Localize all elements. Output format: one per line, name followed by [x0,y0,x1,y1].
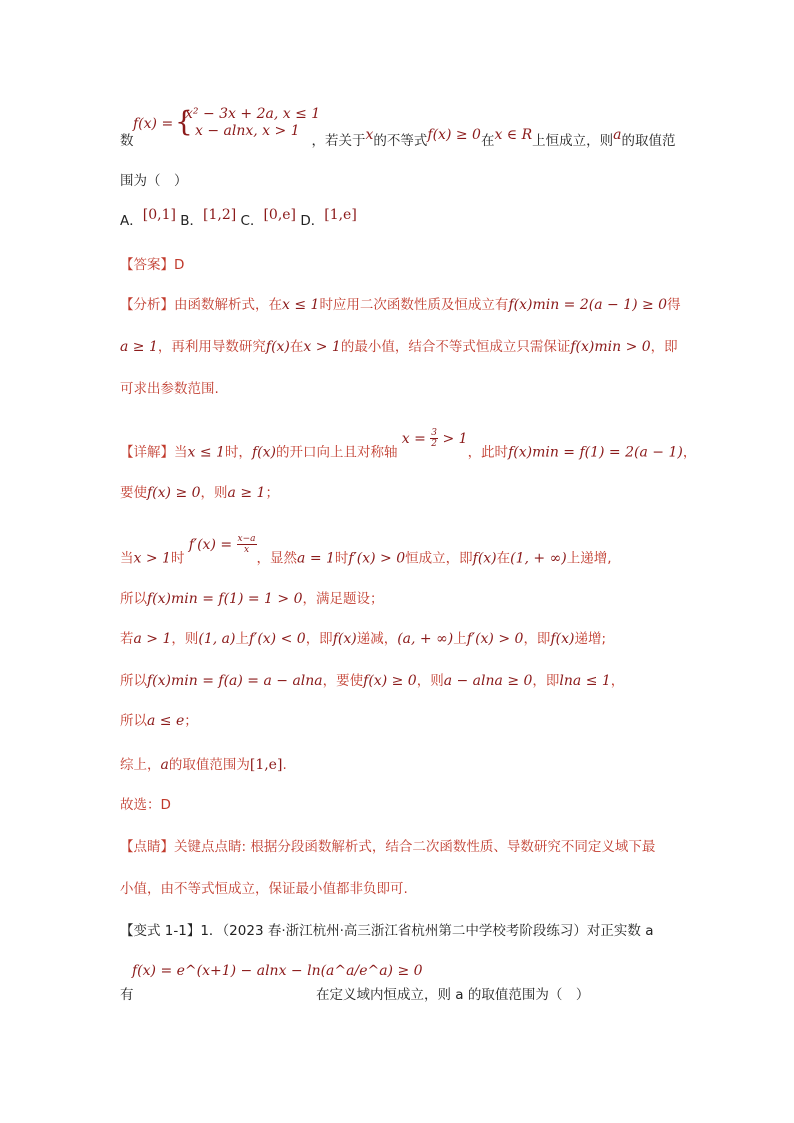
math: a − alna ≥ 0 [443,673,533,689]
analysis-tag: 【分析】 [120,297,174,313]
math: lna ≤ 1 [559,673,611,689]
answer-value: D [174,257,185,273]
detail-line-6 [120,672,624,690]
function-lhs: f(x) = [133,116,174,132]
math: f′(x) = [188,536,237,553]
detail-line-2 [120,484,279,502]
math: f′(x) > 0 [466,631,524,647]
math: x ≤ 1 [282,297,320,313]
answer-line [120,256,184,274]
case-1: x² − 3x + 2a, x ≤ 1 [185,106,321,122]
text: 在 [496,550,511,567]
answer-tag: 【答案】 [120,257,174,273]
text: ， [610,673,625,689]
math: f(x) [265,339,290,355]
math: f(x) [251,444,276,461]
text: 递增; [574,631,607,647]
math: a ≥ 1 [227,485,266,501]
derivative-equation [188,534,257,555]
text: 恒成立，即 [405,550,473,567]
text: 当 [120,550,134,567]
math: x > 1 [303,339,341,355]
math: a ≥ 1 [120,339,158,355]
option-d-value: [1,e] [324,207,357,223]
math: f(x) ≥ 0 [147,485,201,501]
text: 时应用二次函数性质及恒成立有 [319,297,509,313]
text: ，则 [416,673,444,689]
text: ，满足题设； [302,591,384,607]
numerator: 3 [431,428,438,438]
text: 时 [334,550,349,567]
option-d-label: D． [300,213,325,229]
math: a ≤ e [147,713,185,729]
math: f(x) ≥ 0 [427,127,481,143]
analysis-line-1 [120,296,681,314]
text: 时 [170,550,185,567]
text: 递减， [356,631,398,647]
math: x ≤ 1 [187,444,225,461]
text: ，即 [532,673,560,689]
variant-line-1: 【变式 1-1】1．（2023 春·浙江杭州·高三浙江省杭州第二中学校考阶段练习）对正实数 a [120,923,654,939]
math: x ∈ R [494,127,533,143]
text: ，则 [171,631,199,647]
problem-line-2: 围为（ ） [120,173,188,189]
text: 得 [667,297,681,313]
fraction [430,428,438,449]
math: f(x) [550,631,575,647]
text: 的不等式 [373,133,428,149]
detail-line-7 [120,712,198,730]
text: 的取值范围为 [168,757,250,773]
text: 若 [120,631,134,647]
variant-line-2 [120,963,590,1004]
math: (1, a) [198,631,236,647]
option-c-value: [0,e] [263,207,297,223]
text: 关键点点睛: 根据分段函数解析式，结合二次函数性质、导数研究不同定义域下最 [174,839,656,855]
math: [1,e] [249,757,283,773]
text: 由函数解析式，在 [174,297,282,313]
text: ，若关于 [311,133,366,149]
text: 在定义域内恒成立，则 a 的取值范围为（ ） [316,987,590,1003]
text: ， [682,444,697,461]
math: f′(x) < 0 [248,631,306,647]
option-b-value: [1,2] [203,207,237,223]
denominator: x [244,545,250,555]
comment-tag: 【点睛】 [120,839,174,855]
axis-equation [401,428,468,449]
text: 的最小值，结合不等式恒成立只需保证 [340,339,571,355]
option-a-value: [0,1] [142,207,176,223]
text: . [282,757,287,773]
text: 上递增, [566,550,612,567]
math: > 1 [438,430,468,447]
text: 要使 [120,485,147,501]
math: a [613,127,622,143]
math: x > 1 [133,550,171,567]
text: ； [265,485,279,501]
numerator: x−a [237,534,256,544]
detail-line-3 [120,534,612,569]
math: x = [401,430,431,447]
text: 上 [453,631,467,647]
math: (a, + ∞) [397,631,454,647]
text: ，再利用导数研究 [157,339,266,355]
analysis-line-3: 可求出参数范围. [120,381,219,397]
math: f(x)min = f(1) = 2(a − 1) [508,444,683,461]
detail-line-5 [120,630,606,648]
math: f(x) ≥ 0 [363,673,417,689]
case-2: x − alnx, x > 1 [195,123,300,139]
math: f(x)min > 0 [570,339,651,355]
text: ，此时 [467,444,509,461]
detail-line-1 [120,428,697,463]
math: f(x) [472,550,497,567]
text: ，即 [650,339,678,355]
math: f(x)min = f(1) = 1 > 0 [147,591,303,607]
math: f(x)min = f(a) = a − alna [147,673,323,689]
text: 综上， [120,757,161,773]
text: 所以 [120,713,147,729]
detail-line-8 [120,756,287,774]
comment-line-2: 小值，由不等式恒成立，保证最小值都非负即可. [120,881,408,897]
detail-tag: 【详解】 [120,444,174,461]
text: 上 [235,631,249,647]
math: a = 1 [297,550,335,567]
denominator: 2 [431,439,438,449]
text: ； [184,713,198,729]
text: ，即 [523,631,551,647]
comment-line-1 [120,838,655,856]
math: a > 1 [133,631,172,647]
detail-line-4 [120,590,384,608]
text: ，要使 [322,673,364,689]
math: a [160,757,169,773]
option-c-label: C． [240,213,264,229]
text: 所以 [120,591,147,607]
text: 当 [174,444,188,461]
text: 的取值范 [621,133,676,149]
options-line [120,207,357,230]
text: 上恒成立，则 [532,133,614,149]
text: 在 [289,339,304,355]
text: 的开口向上且对称轴 [275,444,398,461]
math: (1, + ∞) [510,550,567,567]
text: ，则 [200,485,228,501]
option-a-label: A． [120,213,143,229]
text: 在 [480,133,495,149]
brace: { [175,105,193,138]
math: f′(x) > 0 [348,550,406,567]
detail-line-9: 故选：D [120,797,171,813]
option-b-label: B． [180,213,204,229]
variant-function: f(x) = e^(x+1) − alnx − ln(a^a/e^a) ≥ 0 [132,963,423,979]
analysis-line-2 [120,338,678,356]
text: ，即 [305,631,333,647]
text: ，显然 [256,550,298,567]
text: 有 [120,987,134,1003]
fraction [237,534,257,555]
text: 时， [224,444,252,461]
math: x [365,127,374,143]
prefix: 数 [120,133,134,149]
text: 所以 [120,673,147,689]
math: f(x)min = 2(a − 1) ≥ 0 [508,297,668,313]
math: f(x) [332,631,357,647]
